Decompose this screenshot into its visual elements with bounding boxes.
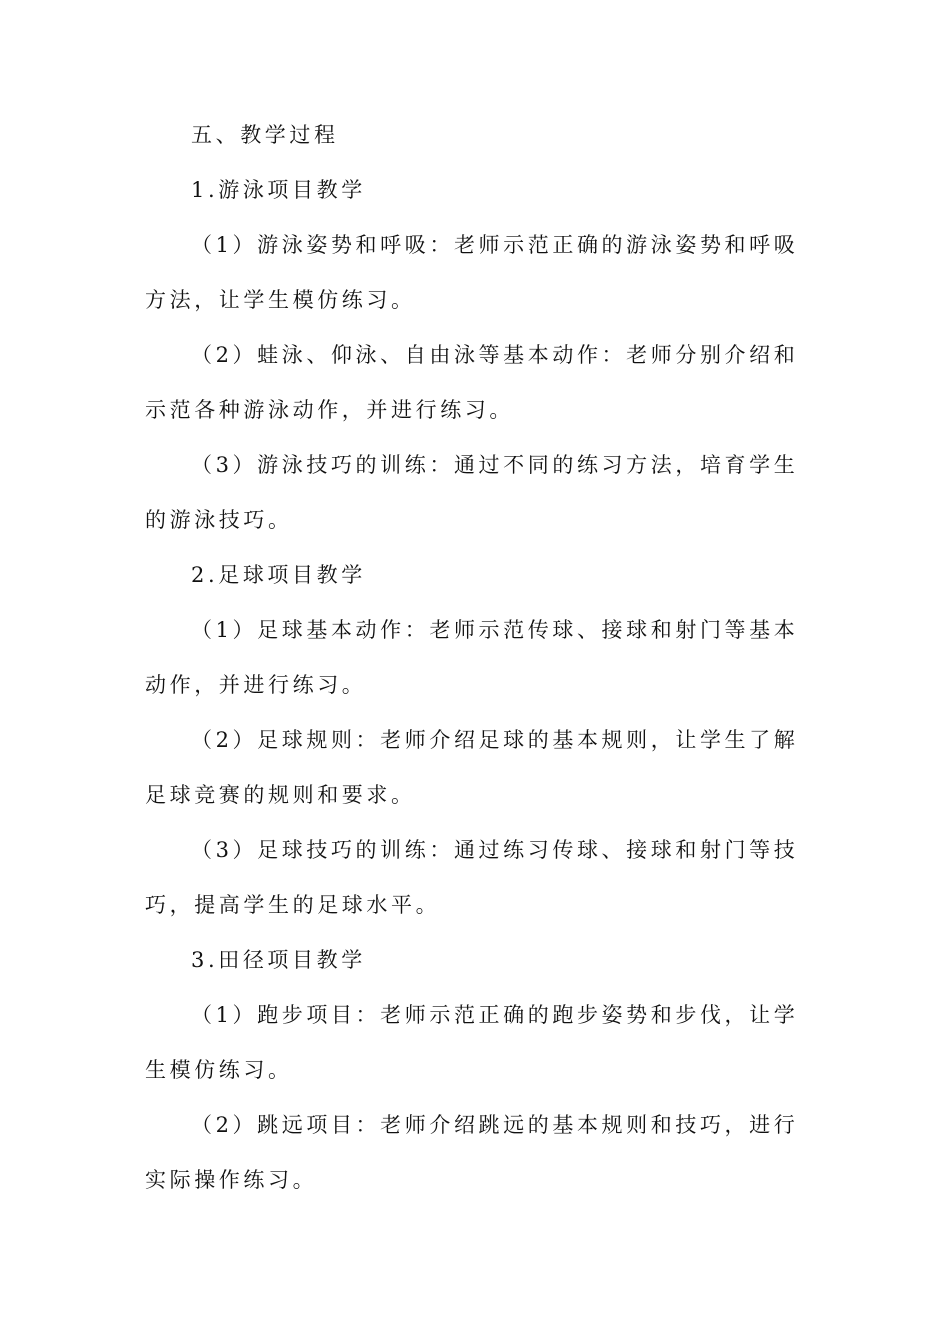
paragraph: （2）足球规则：老师介绍足球的基本规则，让学生了解足球竞赛的规则和要求。 bbox=[145, 728, 799, 807]
section-title: 五、教学过程 bbox=[191, 123, 339, 147]
paragraph: （2）跳远项目：老师介绍跳远的基本规则和技巧，进行实际操作练习。 bbox=[145, 1113, 799, 1192]
paragraph: （3）足球技巧的训练：通过练习传球、接球和射门等技巧，提高学生的足球水平。 bbox=[145, 838, 799, 917]
paragraph: （3）游泳技巧的训练：通过不同的练习方法，培育学生的游泳技巧。 bbox=[145, 453, 799, 532]
paragraph: （2）蛙泳、仰泳、自由泳等基本动作：老师分别介绍和示范各种游泳动作，并进行练习。 bbox=[145, 343, 799, 422]
paragraph: （1）跑步项目：老师示范正确的跑步姿势和步伐，让学生模仿练习。 bbox=[145, 1003, 799, 1082]
document-body bbox=[145, 108, 807, 1208]
subsection-heading: 1.游泳项目教学 bbox=[191, 178, 366, 202]
paragraph: （1）足球基本动作：老师示范传球、接球和射门等基本动作，并进行练习。 bbox=[145, 618, 799, 697]
paragraph: （1）游泳姿势和呼吸：老师示范正确的游泳姿势和呼吸方法，让学生模仿练习。 bbox=[145, 233, 799, 312]
subsection-heading: 3.田径项目教学 bbox=[191, 948, 366, 972]
subsection-heading: 2.足球项目教学 bbox=[191, 563, 366, 587]
